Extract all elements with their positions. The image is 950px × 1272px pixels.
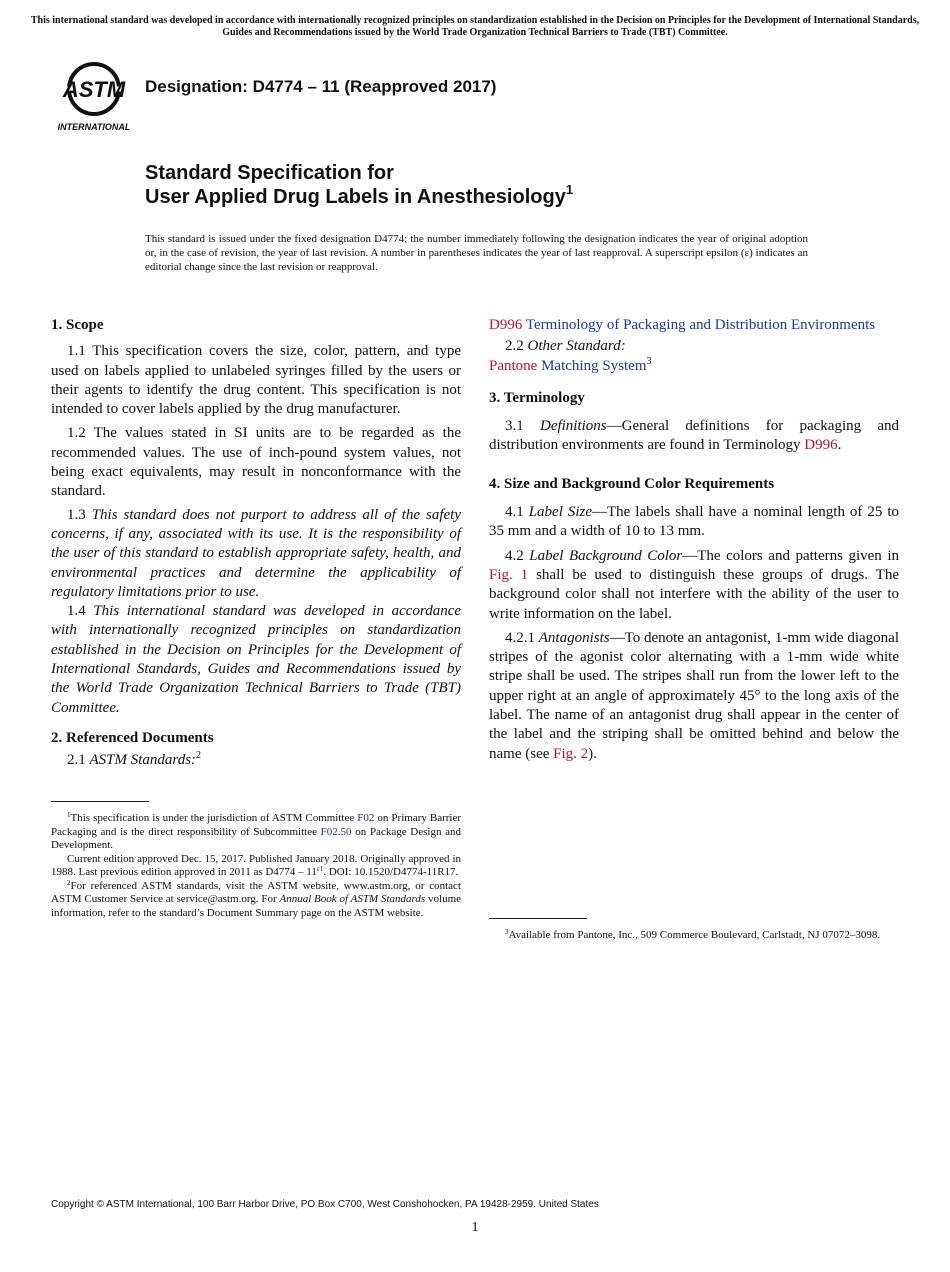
footnote-2-num: 2 — [67, 878, 71, 887]
para-4-2-text-b: shall be used to distinguish these groups of drugs. The background color shall not interfere with the ability of the user to write information on the label. — [489, 566, 899, 622]
footnote-1-edition-b: . DOI: 10.1520/D4774-11R17. — [323, 866, 459, 878]
title-footnote-mark: 1 — [565, 182, 574, 197]
para-3-1-text: —General definitions for packaging and distribution environments are found in Terminology — [489, 418, 899, 454]
title-line-2: User Applied Drug Labels in Anesthesiology — [145, 186, 566, 208]
link-d996[interactable]: D996 — [804, 437, 838, 454]
link-fig-2[interactable]: Fig. 2 — [553, 745, 589, 762]
para-2-1 — [51, 751, 461, 770]
section-4-heading: 4. Size and Background Color Requirements — [489, 475, 775, 492]
para-3-1-num: 3.1 — [505, 418, 524, 435]
ref-d996-code[interactable]: D996 — [489, 317, 523, 333]
para-4-1-num: 4.1 — [505, 504, 524, 521]
footnote-3 — [489, 929, 899, 943]
footnote-1-edition-sup: ε1 — [316, 865, 324, 873]
page-title — [145, 161, 573, 209]
link-fig-1[interactable]: Fig. 1 — [489, 566, 529, 583]
para-3-1-label: Definitions — [539, 418, 607, 435]
para-2-1-label: ASTM Standards: — [89, 752, 197, 769]
footnote-rule-left — [51, 801, 149, 802]
wto-notice: This international standard was developed in accordance with internationally recognized principles on standardization established in the Decision on Principles for the Development of International Standards, Guides and Recommendations issued by the World Trade Organization Technical Barriers to Trade (TBT) Committee. — [30, 15, 920, 38]
footnote-1-text-a: This specification is under the jurisdiction of ASTM Committee — [70, 812, 355, 824]
section-3-heading: 3. Terminology — [489, 389, 585, 406]
footnotes-left — [51, 812, 461, 920]
footnote-2-mark: 2 — [196, 750, 202, 762]
ref-pantone-code[interactable]: Pantone — [489, 357, 538, 374]
footnote-1-edition-a: Current edition approved Dec. 15, 2017. Published January 2018. Originally approved in 1988. Last previous edition approved in 2011 as D4774 – 11 — [51, 852, 461, 878]
para-1-4-num: 1.4 — [67, 603, 86, 620]
para-1-3-text: This standard does not purport to address all of the safety concerns, if any, associated with its use. It is the responsibility of the user of this standard to establish appropriate safety, health, and environmental practices and determine the applicability of regulatory limitations prior to use. — [51, 506, 462, 600]
astm-logo-text: ASTM — [62, 77, 126, 102]
section-2-heading: 2. Referenced Documents — [51, 729, 214, 746]
para-2-2 — [489, 337, 899, 356]
para-3-1 — [489, 417, 899, 456]
section-1-heading: 1. Scope — [51, 317, 104, 333]
para-4-2-text-a: —The colors and patterns given in — [682, 547, 899, 564]
footnote-rule-right — [489, 918, 587, 919]
astm-logo-mark — [52, 58, 136, 132]
reference-pantone — [489, 357, 899, 376]
para-4-2-1 — [489, 629, 899, 764]
para-2-2-num: 2.2 — [505, 338, 524, 355]
link-f02[interactable]: F02 — [357, 812, 375, 824]
footnote-2 — [51, 880, 461, 921]
para-1-1: 1.1 This specification covers the size, color, pattern, and type used on labels applied to unlabeled syringes filled by the users or their agents to identify the drug content. This specification is not intended to cover labels applied by the drug manufacturer. — [51, 343, 461, 418]
para-1-4-text: This international standard was developed in accordance with internationally recognized principles on standardization established in the Decision on Principles for the Development of International Standards, Guides and Recommendations issued by the World Trade Organization Technical Barriers to Trade (TBT) Committee. — [51, 603, 462, 716]
footnotes-right — [489, 929, 899, 943]
reference-d996 — [489, 316, 899, 335]
ref-pantone-title[interactable]: Matching System — [541, 357, 647, 374]
para-4-2-num: 4.2 — [505, 547, 524, 564]
footnote-2-book: Annual Book of ASTM Standards — [279, 893, 426, 905]
footnote-2-text-b: volume information, refer to the standard’s Document Summary page on the ASTM website. — [51, 893, 462, 919]
left-column — [51, 316, 461, 771]
para-4-2-label: Label Background Color — [529, 547, 683, 564]
footnote-2-text-a: For referenced ASTM standards, visit the ASTM website, www.astm.org, or contact ASTM Customer Service at service@astm.org. For — [51, 879, 461, 905]
right-column — [489, 316, 899, 764]
para-2-2-label: Other Standard: — [527, 338, 626, 355]
footnote-1-edition — [51, 853, 461, 880]
para-4-1-text: —The labels shall have a nominal length of 25 to 35 mm and a width of 10 to 13 mm. — [489, 504, 899, 540]
footnote-1-num: 1 — [67, 811, 71, 819]
footnote-1-text-c: on Package Design and Development. — [51, 825, 462, 851]
para-4-2-1-label: Antagonists — [538, 629, 610, 646]
para-1-4 — [51, 602, 461, 718]
page-number: 1 — [471, 1220, 479, 1235]
issuance-note: This standard is issued under the fixed designation D4774; the number immediately following the designation indicates the year of original adoption or, in the case of revision, the year of last revision. A number in parentheses indicates the year of last reapproval. A superscript epsilon (ε) indicates an editorial change since the last revision or reapproval. — [145, 233, 808, 273]
footnote-1 — [51, 812, 461, 853]
para-1-3 — [51, 506, 461, 602]
para-4-1 — [489, 503, 899, 542]
para-2-1-num: 2.1 — [67, 752, 86, 769]
astm-logo — [52, 58, 136, 132]
copyright-line: Copyright © ASTM International, 100 Barr Harbor Drive, PO Box C700, West Conshohocken, PA 19428-2959. United States — [51, 1199, 599, 1210]
designation: Designation: D4774 – 11 (Reapproved 2017) — [145, 77, 497, 96]
para-4-2 — [489, 547, 899, 624]
footnote-3-text: Available from Pantone, Inc., 509 Commerce Boulevard, Carlstadt, NJ 07072–3098. — [508, 929, 881, 941]
footnote-3-num: 3 — [505, 928, 509, 936]
ref-d996-title[interactable]: Terminology of Packaging and Distribution Environments — [525, 317, 876, 333]
para-1-2: 1.2 The values stated in SI units are to be regarded as the recommended values. The use of inch-pound system values, not being exact equivalents, may result in nonconformance with the standard. — [51, 425, 461, 500]
para-3-1-end: . — [837, 437, 842, 454]
para-4-2-1-text: —To denote an antagonist, 1-mm wide diagonal stripes of the agonist color alternating with a 1-mm wide white stripe shall be used. The stripes shall run from the lower left to the upper right at an angle of approximately 45° to the long axis of the label. The name of an antagonist drug shall appear in the center of the label and the striping shall be omitted behind and below the name (see — [489, 629, 899, 762]
astm-logo-subtext: INTERNATIONAL — [57, 122, 131, 132]
title-line-1: Standard Specification for — [145, 162, 394, 184]
para-4-1-label: Label Size — [528, 504, 592, 521]
footnote-3-mark: 3 — [646, 355, 652, 367]
para-1-3-num: 1.3 — [67, 506, 86, 523]
para-4-2-1-end: ). — [588, 745, 597, 762]
footnote-1-text-b: on Primary Barrier Packaging and is the direct responsibility of Subcommittee — [51, 812, 462, 838]
link-f02-50[interactable]: F02.50 — [320, 825, 352, 838]
para-4-2-1-num: 4.2.1 — [505, 629, 535, 646]
